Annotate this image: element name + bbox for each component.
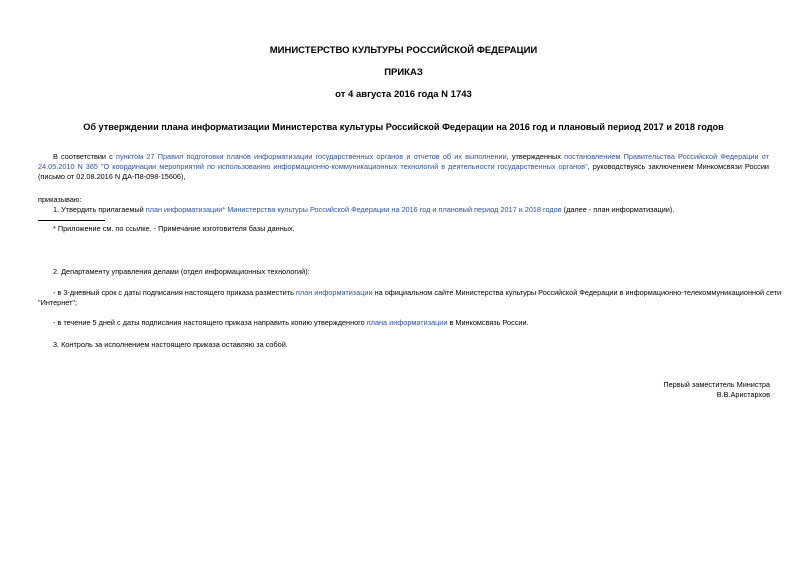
date-number-heading: от 4 августа 2016 года N 1743 — [335, 89, 472, 100]
preamble-text: В соответствии с — [53, 152, 116, 161]
footnote: * Приложение см. по ссылке. - Примечание изготовителя базы данных. — [53, 224, 295, 233]
plan-link[interactable]: плана информатизации — [366, 318, 448, 327]
item-1: 1. Утвердить прилагаемый план информатизации* Министерства культуры Российской Федерации на 2016 год и плановый период 2017 и 2018 годов (далее - план информатизации). — [53, 205, 675, 214]
document-title: Об утверждении плана информатизации Министерства культуры Российской Федерации на 2016 год и плановый период 2017 и 2018 годов — [83, 122, 724, 132]
footnote-divider — [38, 220, 105, 221]
rules-link[interactable]: пунктом 27 Правил подготовки планов информатизации государственных органов и отчетов об их выполнении — [116, 152, 507, 161]
plan-link[interactable]: план информатизации — [295, 288, 373, 297]
doc-type-heading: ПРИКАЗ — [384, 67, 423, 78]
decree-link-continued[interactable]: 24.05.2010 N 365 "О координации мероприятий по использованию информационно-коммуникационных технологий в деятельности государственных органов" — [38, 162, 588, 171]
item-3: 3. Контроль за исполнением настоящего приказа оставляю за собой. — [53, 340, 288, 349]
item-2-sub-1-line-2: "Интернет"; — [38, 298, 78, 307]
decree-link[interactable]: постановлением Правительства Российской Федерации от — [564, 152, 769, 161]
plan-link[interactable]: план информатизации — [145, 205, 223, 214]
ministry-heading: МИНИСТЕРСТВО КУЛЬТУРЫ РОССИЙСКОЙ ФЕДЕРАЦИИ — [269, 45, 538, 56]
preamble-line-3: (письмо от 02.08.2016 N ДА-П8-098-15606), — [38, 172, 186, 181]
signature-name: В.В.Аристархов — [716, 390, 770, 399]
plan-title-link[interactable]: * Министерства культуры Российской Федерации на 2016 год и плановый период 2017 и 2018 годов — [222, 205, 562, 214]
signature-position: Первый заместитель Министра — [663, 380, 770, 389]
preamble-line-1 — [38, 152, 769, 162]
item-2-sub-2: - в течение 5 дней с даты подписания настоящего приказа направить копию утвержденного плана информатизации в Минкомсвязь России. — [53, 318, 529, 327]
order-word: приказываю: — [38, 195, 82, 204]
item-2-intro: 2. Департаменту управления делами (отдел информационных технологий): — [53, 267, 310, 276]
preamble-text: , утвержденных — [506, 152, 565, 161]
item-2-sub-1: - в 3-дневный срок с даты подписания настоящего приказа разместить план информатизации на официальном сайте Министерства культуры Российской Федерации в информационно-телекоммуникационной сети — [53, 288, 782, 297]
preamble-text: , руководствуясь заключением Минкомсвязи России — [587, 162, 769, 171]
preamble-line-2 — [38, 162, 769, 172]
